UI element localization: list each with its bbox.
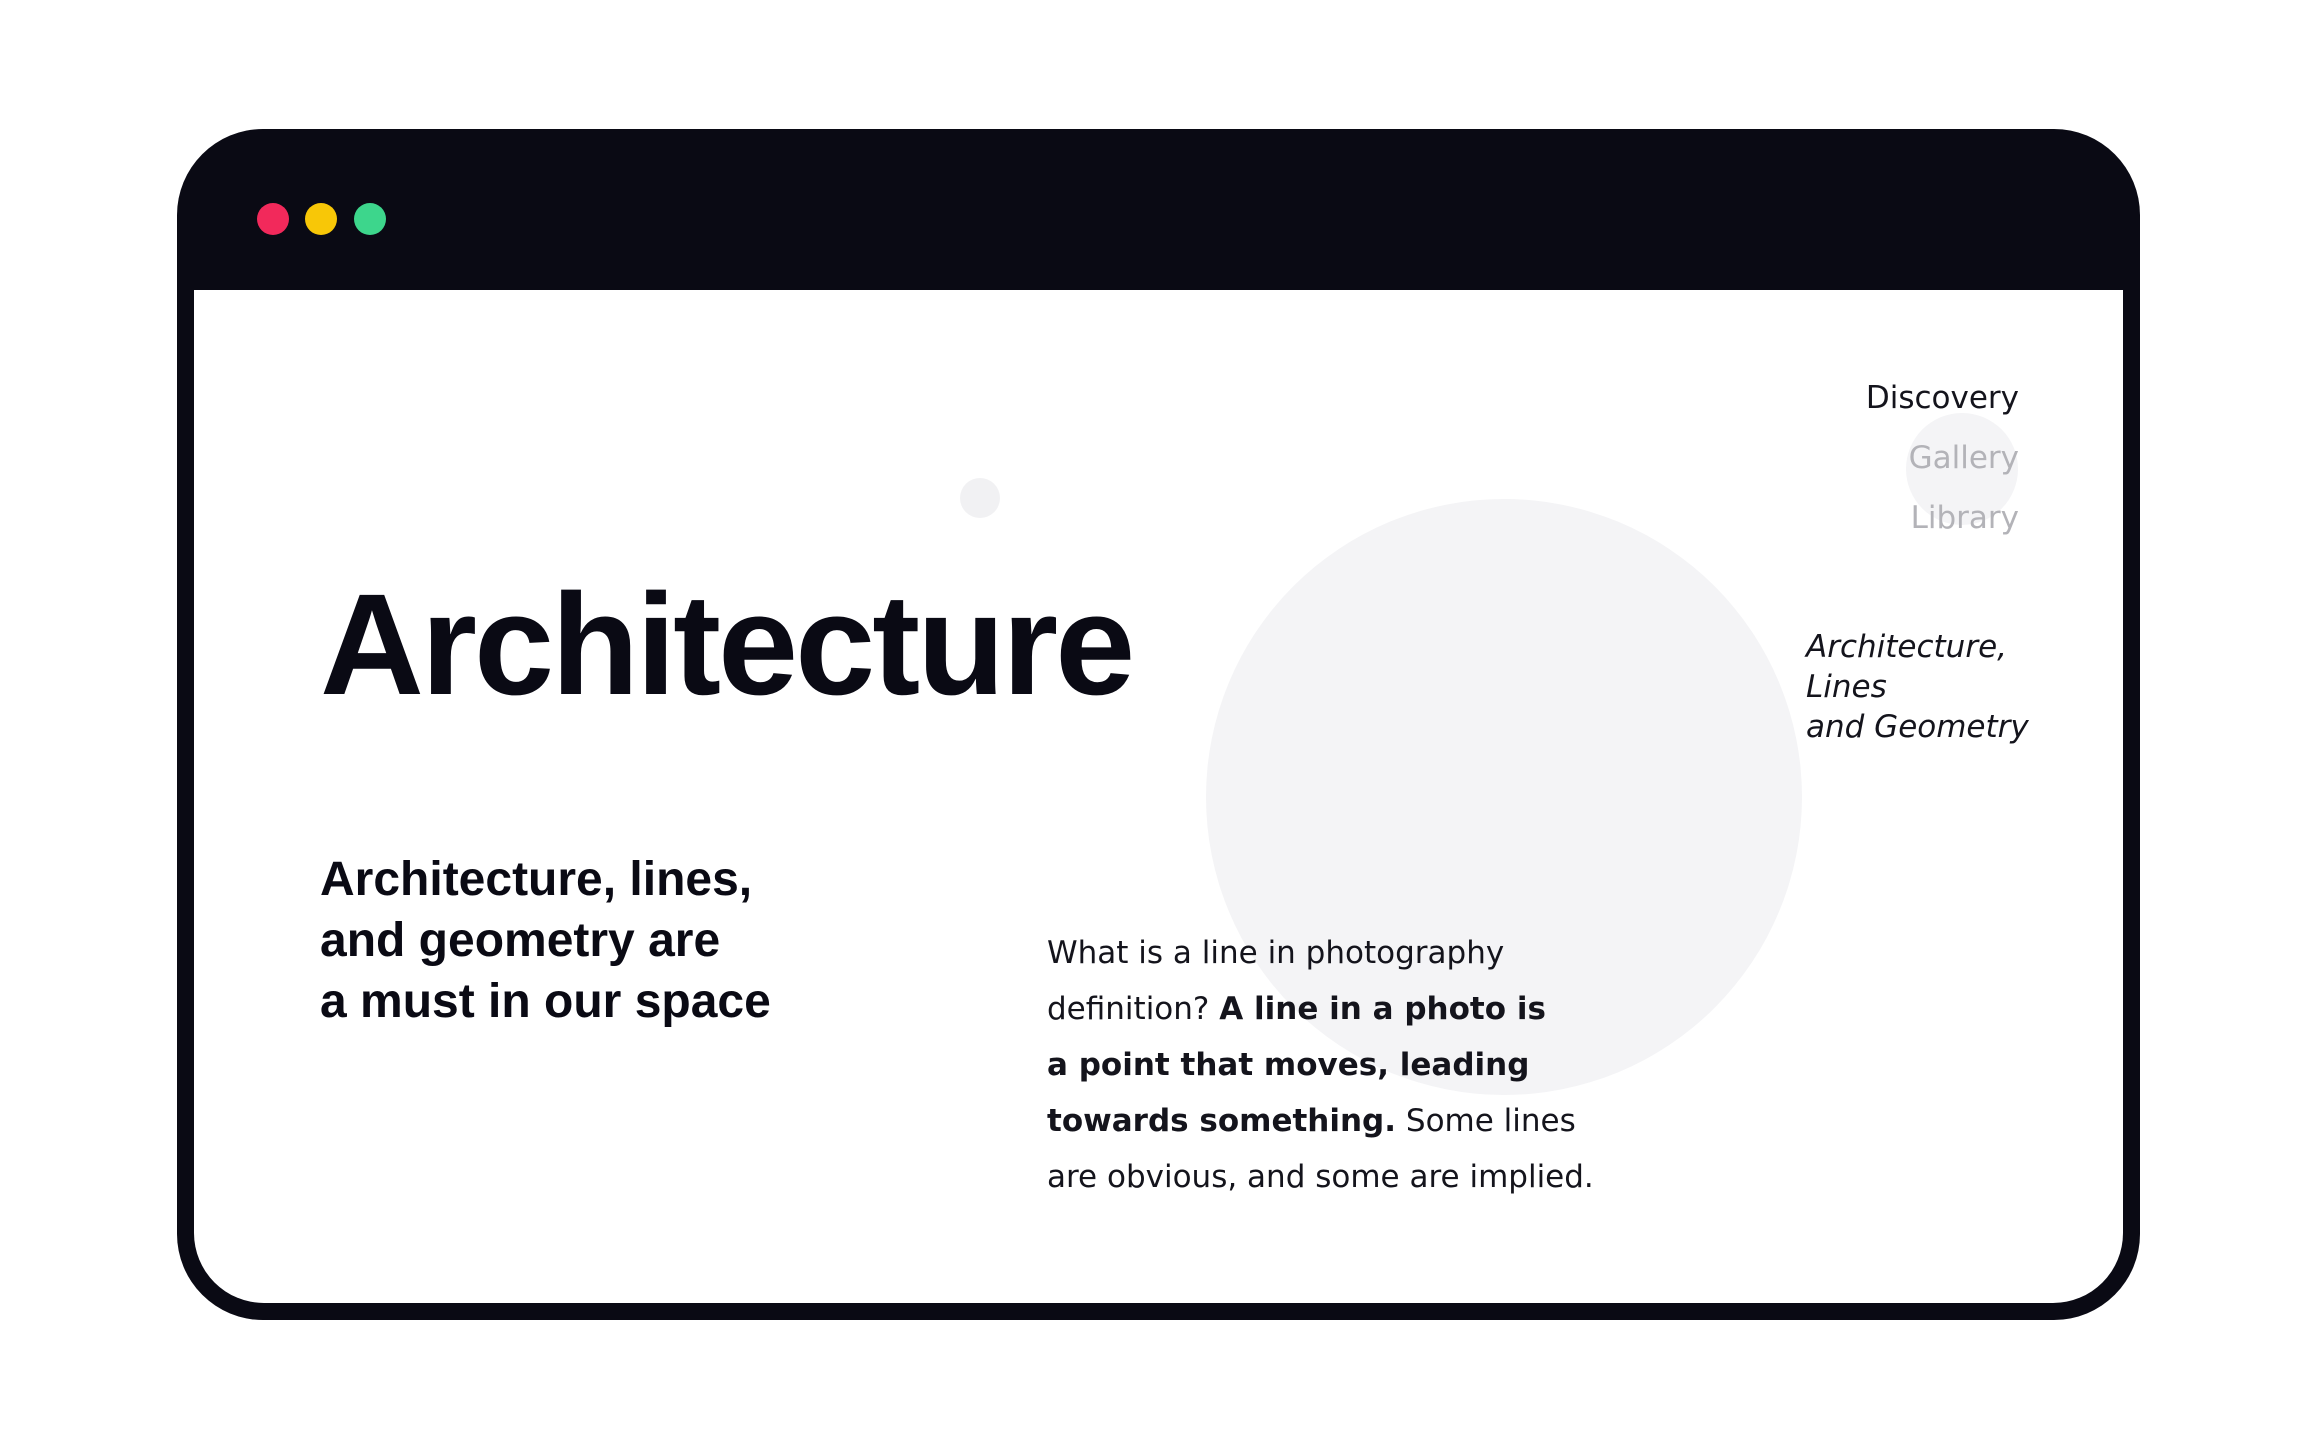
- nav-item-library[interactable]: Library: [1910, 500, 2019, 536]
- tagline-line: Architecture, lines,: [320, 853, 753, 906]
- side-caption-line: and Geometry: [1806, 709, 2029, 745]
- body-line: [1047, 981, 1667, 1037]
- side-caption-line: Architecture,: [1806, 629, 2008, 665]
- nav-item-discovery[interactable]: Discovery: [1865, 380, 2019, 416]
- tagline-line: and geometry are: [320, 914, 721, 967]
- side-caption-line: Lines: [1806, 669, 1887, 705]
- tagline-line: a must in our space: [320, 975, 771, 1028]
- minimize-window-button[interactable]: [305, 203, 337, 235]
- body-text-regular: definition?: [1047, 991, 1220, 1027]
- side-caption: [1806, 627, 2029, 747]
- nav-item-gallery[interactable]: Gallery: [1908, 440, 2019, 476]
- decorative-small-circle: [960, 478, 1000, 518]
- browser-window: [177, 129, 2140, 1320]
- body-text-bold: a point that moves, leading: [1047, 1047, 1530, 1083]
- body-text-regular: Some lines: [1396, 1103, 1576, 1139]
- main-nav: [1866, 368, 2019, 548]
- body-text-bold: towards something.: [1047, 1103, 1397, 1139]
- page-content: [194, 290, 2123, 1303]
- tagline-heading: [320, 849, 771, 1032]
- body-line: are obvious, and some are implied.: [1047, 1159, 1594, 1195]
- body-text-bold: A line in a photo is: [1219, 991, 1546, 1027]
- body-paragraph: [1047, 925, 1667, 1205]
- page-title: Architecture: [320, 564, 1133, 725]
- maximize-window-button[interactable]: [354, 203, 386, 235]
- body-line: [1047, 1037, 1667, 1093]
- window-titlebar: [177, 129, 2140, 290]
- close-window-button[interactable]: [257, 203, 289, 235]
- body-line: What is a line in photography: [1047, 935, 1505, 971]
- body-line: [1047, 1093, 1667, 1149]
